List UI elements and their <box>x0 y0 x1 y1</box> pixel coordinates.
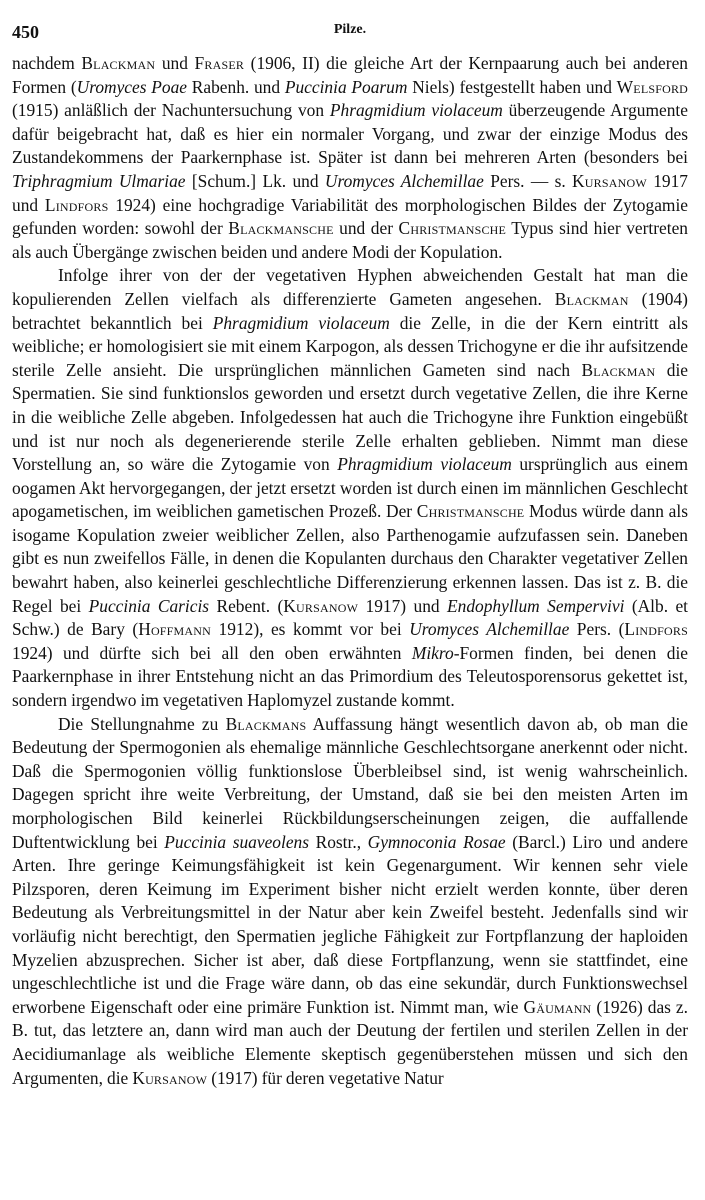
body-text <box>12 52 688 1090</box>
author-name: Blackmans <box>225 713 307 734</box>
text-run: Typus sind hier vertreten als auch Übergänge zwischen beiden und andere Modi der Kopulation. <box>12 218 688 262</box>
text-run: Infolge ihrer von der der vegetativen Hyphen abweichenden Gestalt hat man die kopulierenden Zellen vielfach als differenzierte Gameten angesehen. <box>12 265 688 309</box>
text-run: ursprünglich aus einem oogamen Akt hervorgegangen, der jetzt ersetzt worden ist durch einen im männlichen Geschlecht apogametischen, im weiblichen gametischen Prozeß. Der <box>12 454 688 522</box>
author-name: Blackman <box>581 359 656 380</box>
author-name: Lindfors <box>624 619 688 640</box>
author-name: Welsford <box>616 76 689 97</box>
running-title: Pilze. <box>333 22 367 37</box>
text-run: nachdem <box>12 53 82 73</box>
text-run: Auffassung hängt wesentlich davon ab, ob man die Bedeutung der Spermogonien als ehemalige männliche Geschlechtsorgane anerkennt oder nicht. Daß die Spermogonien völlig funktionslose Überbleibsel sind, ist wenig wahrscheinlich. Dagegen spricht ihre weite Verbreitung, der Umstand, daß sie bei den meisten Arten im morphologischen Bild keinerlei Rückbildungserscheinungen zeigen, die auffallende Duftentwicklung bei <box>12 713 688 852</box>
author-name: Blackman <box>554 288 629 309</box>
author-name: Blackmansche <box>228 218 334 239</box>
author-name: Christmansche <box>416 501 525 522</box>
taxon-name: Uromyces Alchemillae <box>409 619 570 640</box>
text-run: (1926) das z. B. tut, das letztere an, dann wird man auch der Deutung der fertilen und sterilen Zellen in der Aecidiumanlage als weibliche Elemente skeptisch gegenüberstehen müssen und sich den Argumenten, die <box>12 996 688 1088</box>
text-run: 1917 und <box>12 170 688 215</box>
taxon-name: Gymnoconia Rosae <box>367 831 506 852</box>
author-name: Hoffmann <box>138 619 212 640</box>
text-run: -Formen finden, bei denen die Paarkernphase in ihrer Entstehung nicht an das Primordium des Teleutosporensorus gekettet ist, sondern irgendwo im vegetativen Haplomyzel zustande kommt. <box>12 642 688 711</box>
text-run: Die Stellungnahme zu <box>58 713 226 734</box>
text-run: (Barcl.) Liro und andere Arten. Ihre geringe Keimungsfähigkeit ist kein Gegenargument. Wir kennen sehr viele Pilzsporen, deren Keimung im Experiment bisher nicht erzielt werden konnte, über deren Bedeutung als Verbreitungsmittel in der Natur aber kein Zweifel besteht. Jedenfalls sind wir vorläufig nicht berechtigt, den Spermatien jegliche Fähigkeit zur Fortpflanzung der haploiden Myzelien abzusprechen. Sicher ist aber, daß diese Fortpflanzung, wenn sie stattfindet, eine ungeschlechtliche ist und die Frage wäre dann, ob das eine sekundär, durch Funktionswechsel erworbene Eigenschaft oder eine primäre Funktion ist. Nimmt man, wie <box>12 831 688 1017</box>
text-run: Pers. — s. <box>483 170 573 191</box>
text-run: (Alb. et Schw.) de Bary ( <box>12 595 688 640</box>
text-run: Rabenh. und <box>187 76 285 97</box>
text-run: und <box>155 53 195 73</box>
text-run: und der <box>333 218 399 239</box>
text-run: (1915) anläßlich der Nachuntersuchung von <box>12 100 330 121</box>
text-run: die Zelle, in die der Kern eintritt als weibliche; er homologisiert sie mit einem Karpogon, als dessen Trichogyne er die ihr aufsitzende sterile Zelle ansieht. Die ursprünglichen männlichen Gameten sind nach <box>12 312 688 380</box>
text-run: 1912), es kommt vor bei <box>211 619 410 640</box>
text-run: (1917) für deren vegetative Natur <box>207 1067 444 1088</box>
text-run: die Spermatien. Sie sind funktionslos geworden und ersetzt durch vegetative Zellen, die ihre Kerne in die weibliche Zelle abgeben. Infolgedessen hat auch die Trichogyne ihre Funktion eingebüßt und ist nur noch als degenerierende sterile Zelle erhalten geblieben. Nimmt man diese Vorstellung an, so wäre die Zytogamie von <box>12 359 688 475</box>
author-name: Kursanow <box>572 170 647 191</box>
text-run: [Schum.] Lk. und <box>185 170 325 191</box>
text-run: 1917) und <box>358 595 447 616</box>
text-run: 1924) eine hochgradige Variabilität des morphologischen Bildes der Zytogamie gefunden worden: sowohl der <box>12 194 688 239</box>
page-number: 450 <box>12 22 39 42</box>
text-run: (1904) betrachtet bekanntlich bei <box>12 288 688 333</box>
taxon-name: Phragmidium violaceum <box>212 312 390 333</box>
taxon-name: Triphragmium Ulmariae <box>12 170 186 191</box>
text-run: (1906, II) die gleiche Art der Kernpaarung auch bei anderen Formen ( <box>12 53 688 97</box>
author-name: Kursanow <box>132 1067 208 1088</box>
taxon-name: Phragmidium violaceum <box>337 454 512 475</box>
paragraph <box>12 264 688 712</box>
paragraph <box>12 52 688 264</box>
text-run: 1924) und dürfte sich bei all den oben erwähnten <box>12 642 412 663</box>
document-page <box>12 18 688 1090</box>
taxon-name: Mikro <box>411 642 454 663</box>
taxon-name: Uromyces Poae <box>76 76 188 97</box>
taxon-name: Endophyllum Sempervivi <box>447 595 625 616</box>
taxon-name: Puccinia Caricis <box>88 595 210 616</box>
author-name: Fraser <box>194 53 245 73</box>
text-run: überzeugende Argumente dafür beigebracht hat, daß es hier ein normaler Vorgang, und zwar der einzige Modus des Zustandekommens der Paarkernphase ist. Später ist dann bei mehreren Arten (besonders bei <box>12 100 688 168</box>
taxon-name: Puccinia Poarum <box>284 76 408 97</box>
author-name: Kursanow <box>283 595 359 616</box>
text-run: Niels) festgestellt haben und <box>407 76 617 97</box>
text-run: Rebent. ( <box>209 595 284 616</box>
paragraph <box>12 713 688 1091</box>
text-run: Pers. ( <box>569 619 625 640</box>
author-name: Gäumann <box>523 996 592 1017</box>
author-name: Christmansche <box>398 218 507 239</box>
taxon-name: Uromyces Alchemillae <box>324 170 484 191</box>
taxon-name: Phragmidium violaceum <box>329 100 503 121</box>
text-run: Modus würde dann als isogame Kopulation zweier weiblicher Zellen, also Parthenogamie aufzufassen sein. Daneben gibt es nun zweifellos Fälle, in denen die Kopulanten durchaus den Charakter vegetativer Zellen bewahrt haben, also keinerlei geschlechtliche Differenzierung erkennen lassen. Das ist z. B. die Regel bei <box>12 501 688 616</box>
taxon-name: Puccinia suaveolens <box>164 831 310 852</box>
author-name: Blackman <box>81 53 156 73</box>
author-name: Lindfors <box>44 194 109 215</box>
text-run: Rostr., <box>309 831 368 852</box>
running-head <box>12 18 688 48</box>
